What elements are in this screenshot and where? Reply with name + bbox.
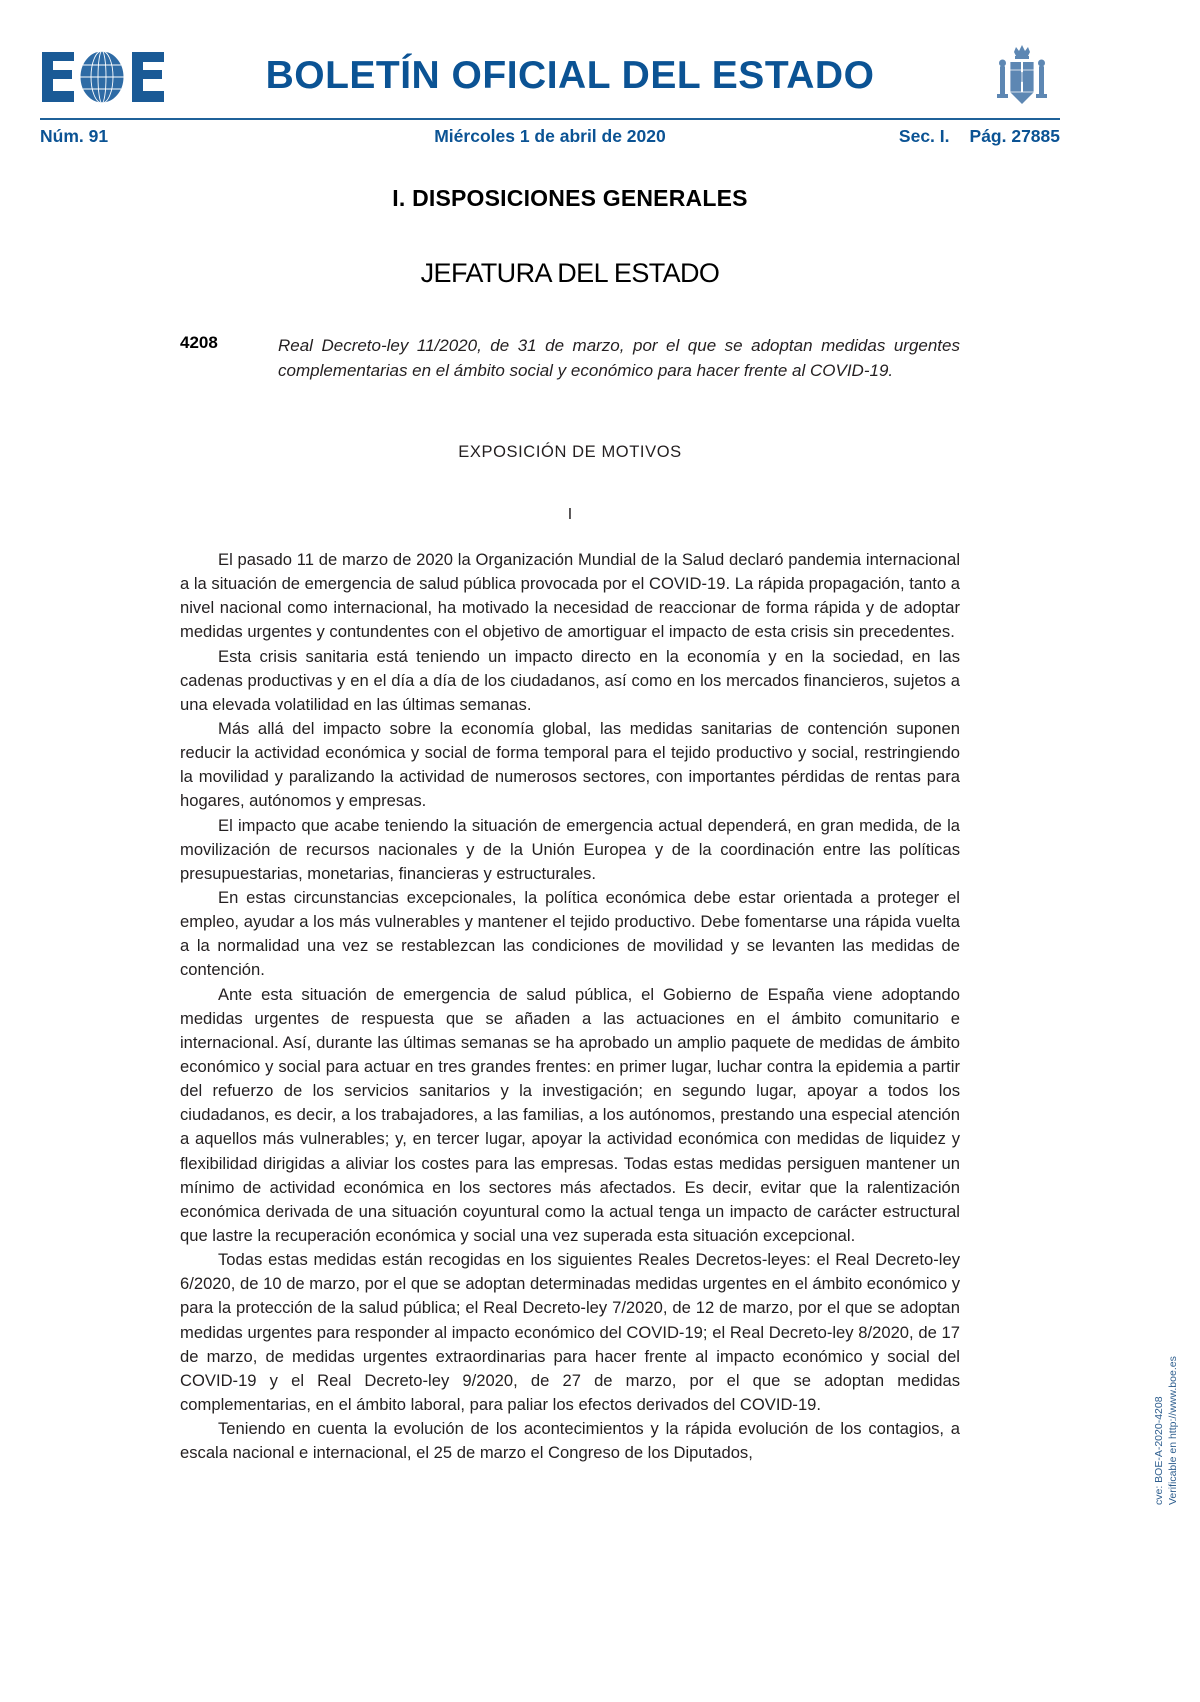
verification-margin-note <box>1144 1290 1184 1520</box>
document-content <box>180 185 960 1465</box>
roman-numeral-heading: I <box>567 506 573 523</box>
body-paragraph: Más allá del impacto sobre la economía global, las medidas sanitarias de contención suponen reducir la actividad económica y social de forma temporal para el tejido productivo y social, restringiendo la movilidad y paralizando la actividad de numerosos sectores, con importantes pérdidas de rentas para hogares, autónomos y empresas. <box>180 718 960 811</box>
section-page-info <box>899 126 1060 147</box>
preamble-heading: EXPOSICIÓN DE MOTIVOS <box>458 443 682 461</box>
body-paragraph: El pasado 11 de marzo de 2020 la Organización Mundial de la Salud declaró pandemia internacional a la situación de emergencia de salud pública provocada por el COVID-19. La rápida propagación, tanto a nivel nacional como internacional, ha motivado la necesidad de reaccionar de forma rápida y de adoptar medidas urgentes y contundentes con el objetivo de amortiguar el impacto de esta crisis sin precedentes. <box>180 550 960 642</box>
body-paragraph: El impacto que acabe teniendo la situación de emergencia actual dependerá, en gran medida, de la movilización de recursos nacionales y de la Unión Europea y de la coordinación entre las políticas presupuestarias, monetarias, financieras y estructurales. <box>180 815 960 883</box>
body-paragraph: En estas circunstancias excepcionales, la política económica debe estar orientada a proteger el empleo, ayudar a los más vulnerables y mantener el tejido productivo. Debe fomentarse una rápida vuelta a la normalidad una vez se restablezcan las condiciones de movilidad y se levanten las medidas de contención. <box>180 887 960 980</box>
body-paragraph: Todas estas medidas están recogidas en los siguientes Reales Decretos-leyes: el Real Decreto-ley 6/2020, de 10 de marzo, por el que se adoptan determinadas medidas urgentes en el ámbito económico y para la protección de la salud pública; el Real Decreto-ley 7/2020, de 12 de marzo, por el que se adoptan medidas urgentes para responder al impacto económico del COVID-19; el Real Decreto-ley 8/2020, de 17 de marzo, de medidas urgentes extraordinarias para hacer frente al impacto económico y social del COVID-19 y el Real Decreto-ley 9/2020, de 27 de marzo, por el que se adoptan medidas complementarias, en el ámbito laboral, para paliar los efectos derivados del COVID-19. <box>180 1250 960 1414</box>
header-metadata <box>40 126 1060 152</box>
issue-number: Núm. 91 <box>40 126 109 146</box>
header-divider <box>40 118 1060 120</box>
cve-identifier: cve: BOE-A-2020-4208 <box>1153 1396 1165 1505</box>
section-heading: I. DISPOSICIONES GENERALES <box>392 185 748 211</box>
section-label: Sec. I. <box>898 126 950 146</box>
masthead <box>40 42 1060 114</box>
disposition-title: Real Decreto-ley 11/2020, de 31 de marzo, por el que se adoptan medidas urgentes complementarias en el ámbito social y económico para hacer frente al COVID-19. <box>278 336 960 381</box>
disposition-number: 4208 <box>180 333 218 352</box>
body-paragraph: Teniendo en cuenta la evolución de los acontecimientos y la rápida evolución de los contagios, a escala nacional e internacional, el 25 de marzo el Congreso de los Diputados, <box>180 1419 960 1463</box>
body-paragraph: Esta crisis sanitaria está teniendo un impacto directo en la economía y en la sociedad, en las cadenas productivas y en el día a día de los ciudadanos, así como en los mercados financieros, sujetos a una elevada volatilidad en las últimas semanas. <box>180 646 960 714</box>
body-text <box>180 548 960 1465</box>
page-number-label: Pág. 27885 <box>969 126 1060 146</box>
spain-coat-of-arms-icon <box>994 42 1050 114</box>
issuing-body-heading: JEFATURA DEL ESTADO <box>420 258 720 288</box>
boe-logo-icon <box>40 48 165 106</box>
page-title: BOLETÍN OFICIAL DEL ESTADO <box>265 54 875 97</box>
disposition-entry <box>180 333 960 403</box>
verification-url: Verificable en http://www.boe.es <box>1167 1356 1179 1505</box>
body-paragraph: Ante esta situación de emergencia de salud pública, el Gobierno de España viene adoptando medidas urgentes de respuesta que se añaden a las actuaciones en el ámbito comunitario e internacional. Así, durante las últimas semanas se ha aprobado un amplio paquete de medidas de ámbito económico y social para actuar en tres grandes frentes: en primer lugar, luchar contra la epidemia a partir del refuerzo de los servicios sanitarios y la investigación; en segundo lugar, apoyar a todos los ciudadanos, es decir, a los trabajadores, a las familias, a los autónomos, prestando una especial atención a aquellos más vulnerables; y, en tercer lugar, apoyar la actividad económica con medidas de liquidez y flexibilidad dirigidas a aliviar los costes para las empresas. Todas estas medidas persiguen mantener un mínimo de actividad económica en los sectores más afectados. Es decir, evitar que la ralentización económica derivada de una situación coyuntural como la actual tenga un impacto de carácter estructural que lastre la recuperación económica y social una vez superada esta situación excepcional. <box>180 984 960 1245</box>
issue-date: Miércoles 1 de abril de 2020 <box>434 126 666 146</box>
